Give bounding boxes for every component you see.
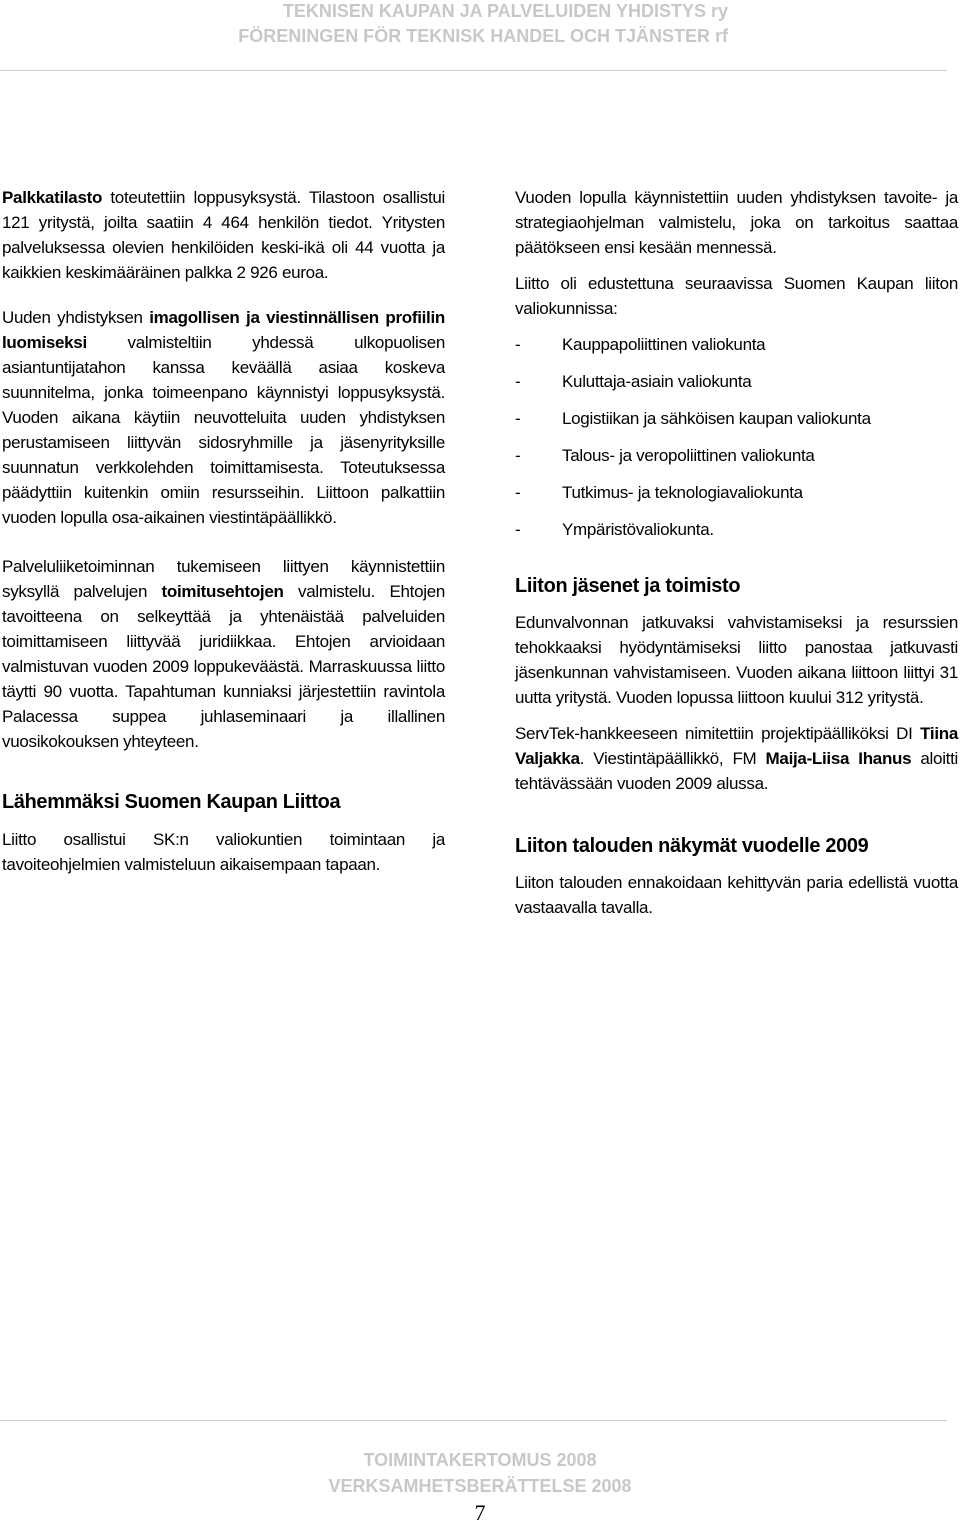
paragraph-membership: Edunvalvonnan jatkuvaksi vahvistamiseksi ja resurssien tehokkaaksi hyödyntämiseksi liitto panostaa jatkuvasti jäsenkunnan vahvistamiseen. Vuoden aikana liittoon liittyi 31 uutta yritystä. Vuoden lopussa liittoon kuului 312 yritystä. bbox=[515, 613, 958, 707]
list-item-label: Ympäristövaliokunta. bbox=[562, 520, 714, 539]
bold-name: Maija-Liisa Ihanus bbox=[765, 749, 912, 768]
text-run: . Viestintäpäällikkö, FM bbox=[579, 749, 766, 768]
list-item bbox=[515, 332, 958, 369]
list-dash: - bbox=[515, 409, 521, 428]
paragraph-salary-statistics bbox=[2, 185, 445, 285]
list-item-label: Logistiikan ja sähköisen kaupan valiokunta bbox=[562, 409, 871, 428]
text-run: Uuden yhdistyksen bbox=[2, 308, 150, 327]
bold-term: toimitusehtojen bbox=[161, 582, 284, 601]
list-dash: - bbox=[515, 335, 521, 354]
list-item bbox=[515, 443, 958, 480]
list-item bbox=[515, 480, 958, 517]
left-column bbox=[2, 185, 445, 877]
paragraph-image-profile bbox=[2, 305, 445, 530]
list-dash: - bbox=[515, 483, 521, 502]
list-dash: - bbox=[515, 372, 521, 391]
text-run: Palveluliiketoiminnan tukemiseen liittyen käynnistettiin syksyllä palvelujen bbox=[2, 557, 445, 601]
text-run: aloitti tehtävässään vuoden 2009 alussa. bbox=[515, 749, 958, 793]
bold-term: Palkkatilasto bbox=[2, 188, 103, 207]
list-dash: - bbox=[515, 520, 521, 539]
footer-line-2: VERKSAMHETSBERÄTTELSE 2008 bbox=[328, 1476, 632, 1496]
bold-name: Tiina Valjakka bbox=[515, 724, 958, 768]
section-heading: Lähemmäksi Suomen Kaupan Liittoa bbox=[2, 791, 341, 813]
section-heading: Liiton jäsenet ja toimisto bbox=[515, 575, 741, 597]
footer-line-1: TOIMINTAKERTOMUS 2008 bbox=[363, 1450, 597, 1470]
committee-list bbox=[515, 332, 958, 554]
text-run: valmisteltiin yhdessä ulkopuolisen asiantuntijatahon kanssa keväällä asiaa koskeva suunnitelma, jonka toimeenpano käynnistyi loppusyksystä. Vuoden aikana käytiin neuvotteluita uuden yhdistyksen perustamiseen liittyvän sidosryhmille ja jäsenyrityksille suunnatun verkkolehden toimittamisesta. Toteutuksessa päädyttiin kuitenkin omiin resursseihin. Liittoon palkattiin vuoden lopulla osa-aikainen viestintäpäällikkö. bbox=[2, 333, 445, 527]
paragraph-sk-committees: Liitto osallistui SK:n valiokuntien toimintaan ja tavoiteohjelmien valmisteluun aikaisempaan tapaan. bbox=[2, 830, 445, 874]
paragraph-committees-intro: Liitto oli edustettuna seuraavissa Suomen Kaupan liiton valiokunnissa: bbox=[515, 274, 958, 318]
page-number: 7 bbox=[474, 1500, 486, 1525]
paragraph-appointments bbox=[515, 721, 958, 796]
header-line-2: FÖRENINGEN FÖR TEKNISK HANDEL OCH TJÄNSTER rf bbox=[238, 26, 728, 46]
list-item-label: Talous- ja veropoliittinen valiokunta bbox=[562, 446, 815, 465]
list-item-label: Kauppapoliittinen valiokunta bbox=[562, 335, 766, 354]
text-run: toteutettiin loppusyksystä. Tilastoon osallistui 121 yritystä, joilta saatiin 4 464 henkilön tiedot. Yritysten palveluksessa olevien henkilöiden keski-ikä oli 44 vuotta ja kaikkien keskimääräinen palkka 2 926 euroa. bbox=[2, 188, 445, 282]
header-line-1: TEKNISEN KAUPAN JA PALVELUIDEN YHDISTYS ry bbox=[282, 1, 728, 21]
list-item-label: Tutkimus- ja teknologiavaliokunta bbox=[562, 483, 803, 502]
text-run: ServTek-hankkeeseen nimitettiin projektipäälliköksi DI bbox=[515, 724, 921, 743]
paragraph-finances: Liiton talouden ennakoidaan kehittyvän paria edellistä vuotta vastaavalla tavalla. bbox=[515, 873, 958, 917]
paragraph-strategy: Vuoden lopulla käynnistettiin uuden yhdistyksen tavoite- ja strategiaohjelman valmistelu, joka on tarkoitus saattaa päätökseen ensi kesään mennessä. bbox=[515, 188, 958, 257]
list-item-label: Kuluttaja-asiain valiokunta bbox=[562, 372, 752, 391]
paragraph-delivery-terms bbox=[2, 554, 445, 754]
right-column bbox=[515, 185, 958, 920]
text-run: valmistelu. Ehtojen tavoitteena on selkeyttää ja yhtenäistää palveluiden toimittamiseen liittyvää juridiikkaa. Ehtojen arvioidaan valmistuvan vuoden 2009 loppukeväästä. Marraskuussa liitto täytti 90 vuotta. Tapahtuman kunniaksi järjestettiin ravintola Palacessa suppea juhlaseminaari ja illallinen vuosikokouksen yhteyteen. bbox=[2, 582, 446, 751]
list-item bbox=[515, 517, 958, 554]
list-item bbox=[515, 369, 958, 406]
bold-term: imagollisen ja viestinnällisen profiilin luomiseksi bbox=[2, 308, 445, 352]
list-dash: - bbox=[515, 446, 521, 465]
header-divider bbox=[0, 70, 947, 71]
list-item bbox=[515, 406, 958, 443]
footer-divider bbox=[0, 1420, 947, 1421]
section-heading: Liiton talouden näkymät vuodelle 2009 bbox=[515, 835, 869, 857]
